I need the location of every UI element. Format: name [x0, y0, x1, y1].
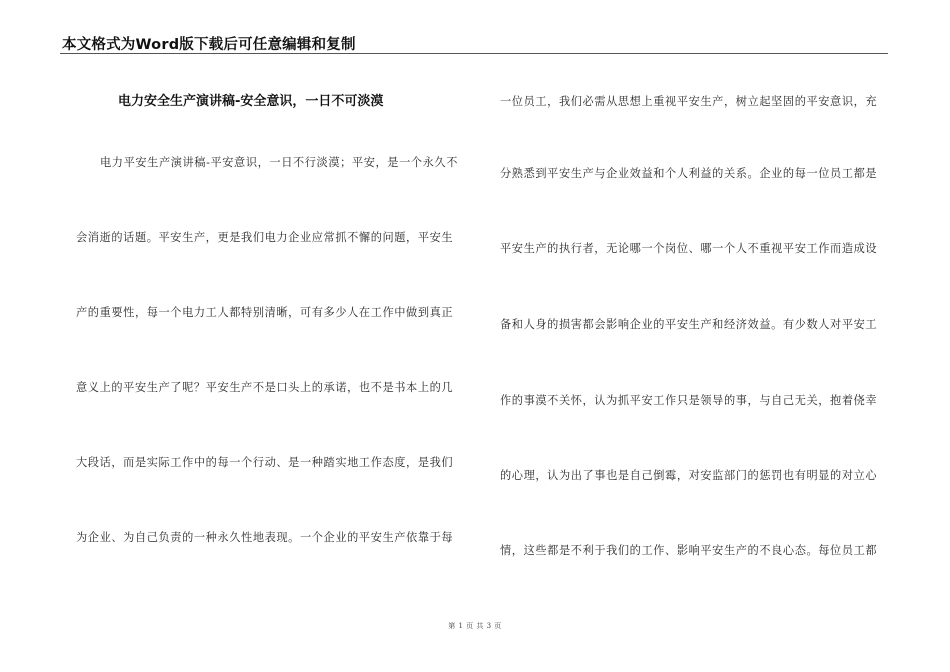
- paragraph-line: 平安生产的执行者，无论哪一个岗位、哪一个人不重视平安工作而造成设: [500, 242, 878, 255]
- header-title: 本文格式为Word版下载后可任意编辑和复制: [62, 37, 356, 53]
- document-title: 电力安全生产演讲稿-安全意识，一日不可淡漠: [118, 94, 384, 109]
- paragraph-line: 的心理，认为出了事也是自己倒霉，对安监部门的惩罚也有明显的对立心: [500, 469, 878, 482]
- paragraph-line: 为企业、为自己负责的一种永久性地表现。一个企业的平安生产依靠于每: [76, 531, 454, 544]
- paragraph-line: 产的重要性，每一个电力工人都特别清晰，可有多少人在工作中做到真正: [76, 306, 454, 319]
- paragraph-line: 分熟悉到平安生产与企业效益和个人利益的关系。企业的每一位员工都是: [500, 167, 878, 180]
- paragraph-line: 备和人身的损害都会影响企业的平安生产和经济效益。有少数人对平安工: [500, 318, 878, 331]
- paragraph-line: 作的事漠不关怀，认为抓平安工作只是领导的事，与自己无关，抱着侥幸: [500, 394, 878, 407]
- paragraph-line: 会消逝的话题。平安生产，更是我们电力企业应常抓不懈的问题，平安生: [76, 231, 454, 244]
- paragraph-line: 一位员工，我们必需从思想上重视平安生产，树立起坚固的平安意识，充: [500, 95, 878, 108]
- paragraph-line: 情，这些都是不利于我们的工作、影响平安生产的不良心态。每位员工都: [500, 544, 878, 557]
- paragraph-line: 电力平安生产演讲稿-平安意识，一日不行淡漠；平安，是一个永久不: [100, 156, 459, 169]
- paragraph-line: 意义上的平安生产了呢？平安生产不是口头上的承诺，也不是书本上的几: [76, 381, 454, 394]
- paragraph-line: 大段话，而是实际工作中的每一个行动、是一种踏实地工作态度，是我们: [76, 456, 454, 469]
- header-rule: [60, 53, 888, 54]
- page-footer: 第 1 页 共 3 页: [448, 622, 502, 630]
